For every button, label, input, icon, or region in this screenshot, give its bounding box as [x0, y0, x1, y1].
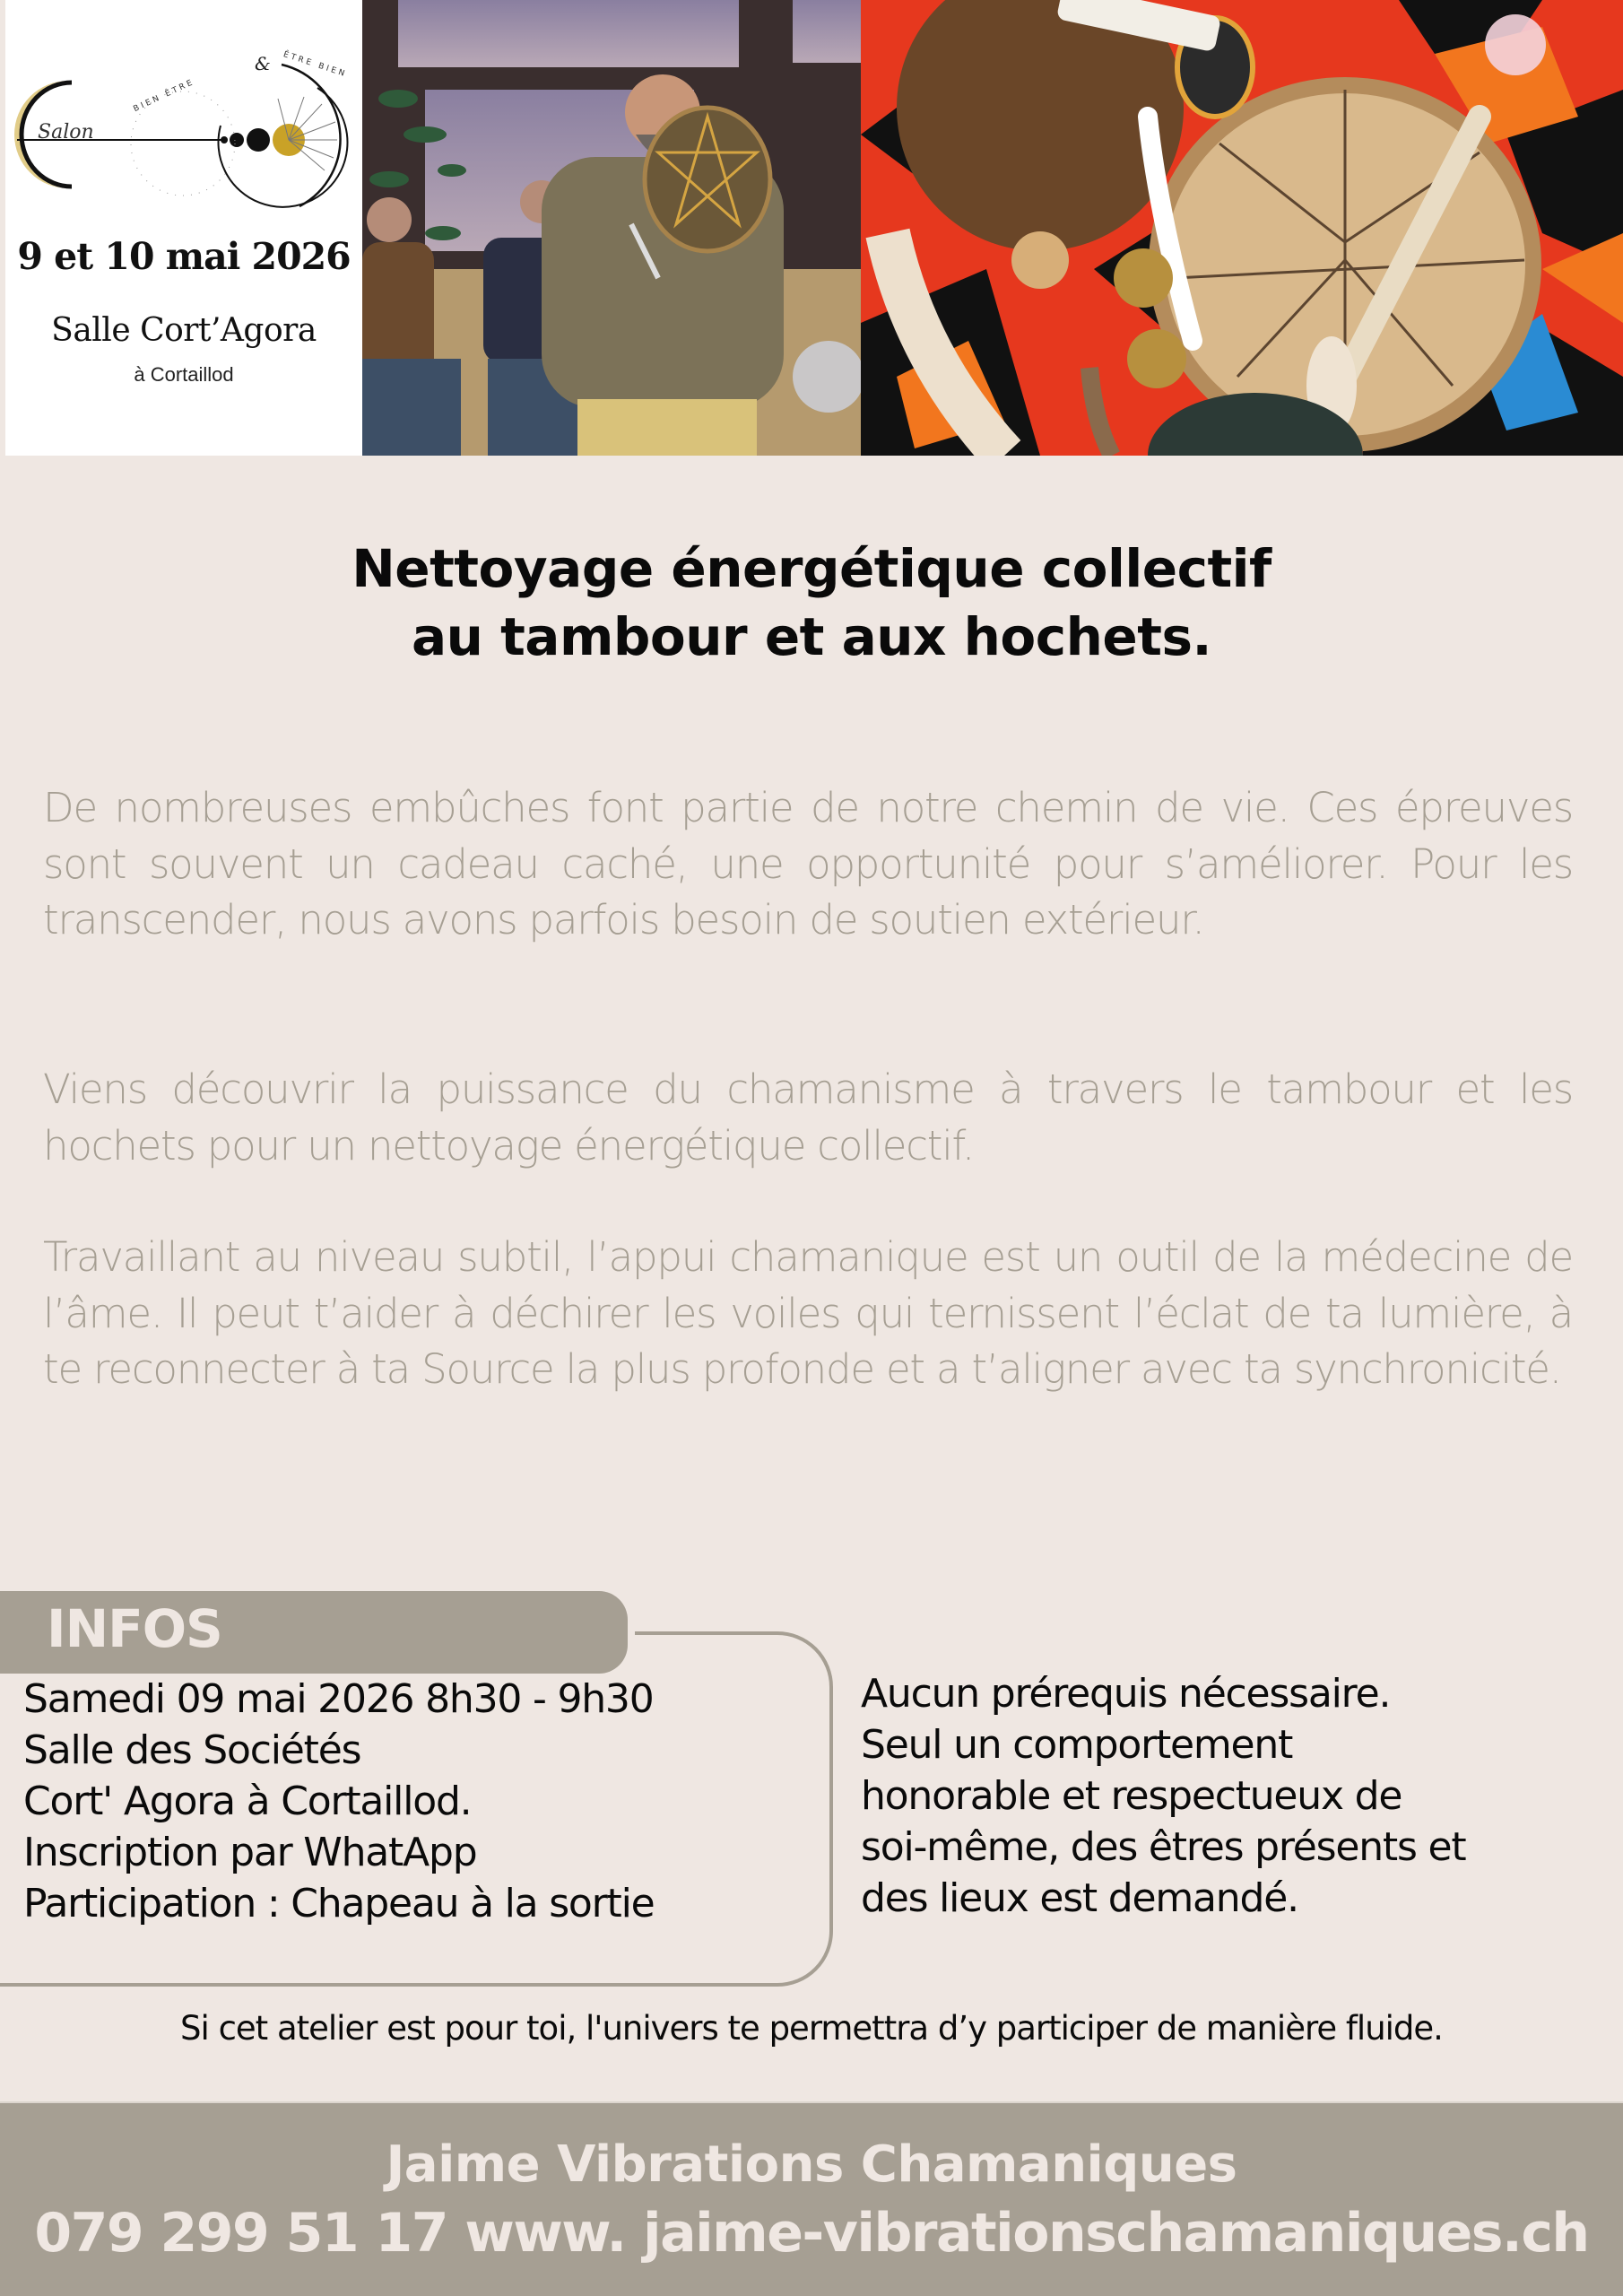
event-city: à Cortaillod: [134, 363, 234, 386]
title-line-2: au tambour et aux hochets.: [411, 606, 1212, 667]
phone-number[interactable]: 079 299 51 17: [34, 2202, 448, 2265]
requirements-line: Seul un comportement: [861, 1722, 1293, 1768]
description-paragraph-2: Viens découvrir la puissance du chamanisme à travers le tambour et les hochets pour un nettoyage énergétique collectif.: [43, 1065, 1573, 1170]
organizer-name: Jaime Vibrations Chamaniques: [386, 2135, 1237, 2194]
infos-participation: Participation : Chapeau à la sortie: [23, 1881, 655, 1926]
requirements-line: des lieux est demandé.: [861, 1875, 1298, 1921]
svg-text:BIEN ÊTRE: BIEN ÊTRE: [132, 77, 196, 115]
infos-heading-tab: [0, 1591, 628, 1674]
infos-date-time: Samedi 09 mai 2026 8h30 - 9h30: [23, 1676, 654, 1722]
description-paragraph-3: Travaillant au niveau subtil, l’appui chamanique est un outil de la médecine de l’âme. Il peut t’aider à déchirer les voiles qui ternissent l’éclat de ta lumière, à te reconnecter à ta Source la plus profonde et a t’aligner avec ta synchronicité.: [43, 1233, 1573, 1393]
infos-room: Salle des Sociétés: [23, 1727, 361, 1773]
shamanic-objects-photo: [861, 0, 1623, 456]
website-link[interactable]: www. jaime-vibrationschamaniques.ch: [464, 2202, 1589, 2265]
closing-message: Si cet atelier est pour toi, l'univers te permettra d’y participer de manière fluide.: [180, 2009, 1443, 2048]
infos-heading: INFOS: [47, 1598, 222, 1659]
infos-location: Cort' Agora à Cortaillod.: [23, 1779, 472, 1824]
svg-text:&: &: [255, 53, 271, 74]
salon-logo-panel: [5, 0, 362, 456]
contact-footer: [0, 2101, 1623, 2296]
title-line-1: Nettoyage énergétique collectif: [352, 538, 1271, 599]
event-dates: 9 et 10 mai 2026: [17, 235, 351, 278]
svg-text:ÊTRE BIEN: ÊTRE BIEN: [282, 50, 349, 80]
contact-line: [0, 2202, 1623, 2265]
event-venue: Salle Cort’Agora: [51, 312, 317, 349]
workshop-title: [0, 535, 1623, 671]
infos-registration: Inscription par WhatApp: [23, 1830, 477, 1875]
infos-details-list: [23, 1674, 655, 1929]
requirements-line: Aucun prérequis nécessaire.: [861, 1671, 1391, 1717]
header-banner: [0, 0, 1623, 456]
requirements-line: soi-même, des êtres présents et: [861, 1824, 1466, 1870]
requirements-text: [861, 1668, 1578, 1924]
moon-sun-orbit-logo-icon: [13, 45, 362, 215]
requirements-line: honorable et respectueux de: [861, 1773, 1402, 1819]
shaman-drumming-photo: [362, 0, 861, 456]
description-paragraph-1: De nombreuses embûches font partie de notre chemin de vie. Ces épreuves sont souvent un cadeau caché, une opportunité pour s’améliorer. Pour les transcender, nous avons parfois besoin de soutien extérieur.: [43, 784, 1573, 944]
svg-text:Salon: Salon: [38, 121, 94, 144]
